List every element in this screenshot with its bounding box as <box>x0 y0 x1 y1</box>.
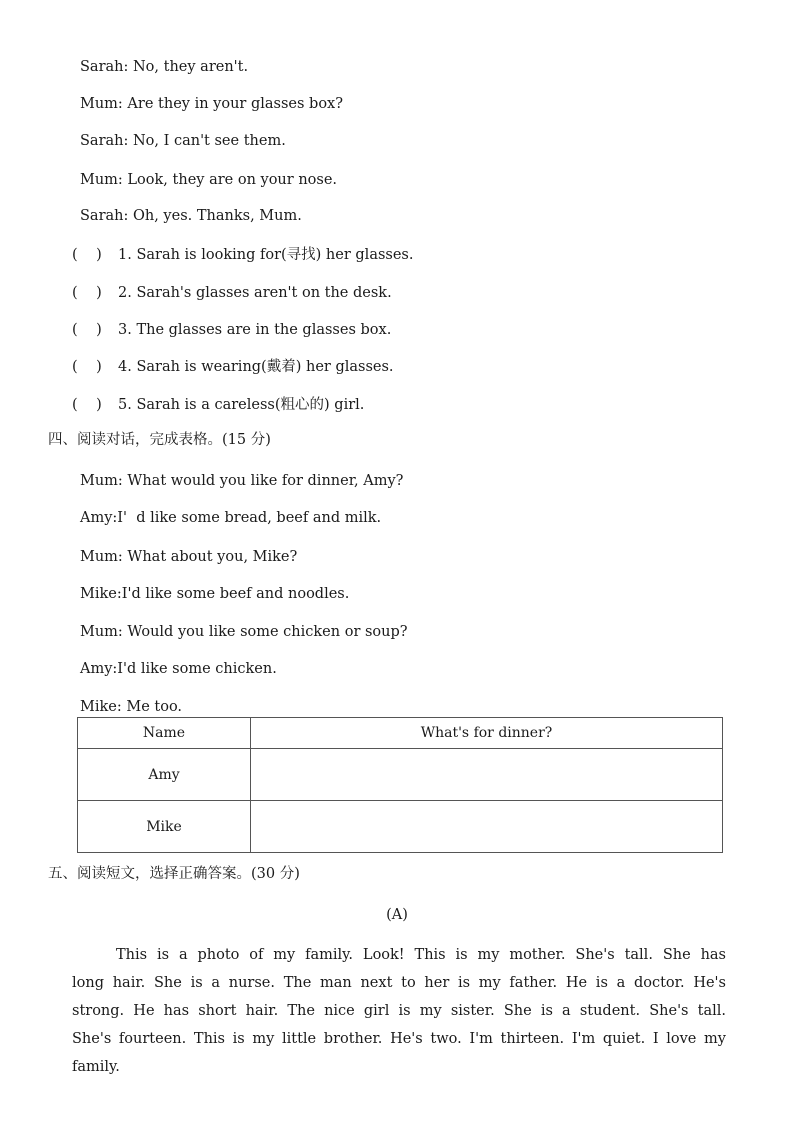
dialogue-line: Amy:I' d like some bread, beef and milk. <box>80 510 382 526</box>
question-item <box>72 320 391 340</box>
answer-blank[interactable]: ( ) <box>72 247 102 263</box>
answer-blank[interactable]: ( ) <box>72 285 102 301</box>
dialogue-line: Amy:I'd like some chicken. <box>80 661 277 677</box>
dialogue-line: Sarah: No, I can't see them. <box>80 133 286 149</box>
passage-text: This is a photo of my family. Look! This is my mother. She's tall. She has long hair. She is a nurse. The man next to her is my father. He is a doctor. He's strong. He has short hair. The nice girl is my sister. She is a student. She's tall. She's fourteen. This is my little brother. He's two. I'm thirteen. I'm quiet. I love my family. <box>72 947 726 1075</box>
section-4-title: 四、阅读对话，完成表格。(15 分) <box>48 432 271 448</box>
dialogue-line: Mum: What would you like for dinner, Amy? <box>80 473 404 489</box>
question-item <box>72 357 394 377</box>
dialogue-line: Mum: Would you like some chicken or soup? <box>80 624 408 640</box>
table-cell-name: Mike <box>78 801 251 853</box>
table-header-row <box>78 718 723 749</box>
table-row <box>78 801 723 853</box>
passage-label: (A) <box>386 907 408 923</box>
question-item <box>72 245 413 265</box>
dinner-table <box>77 717 723 853</box>
section-5-title: 五、阅读短文，选择正确答案。(30 分) <box>48 866 300 882</box>
question-text: 3. The glasses are in the glasses box. <box>118 322 392 338</box>
question-text: 1. Sarah is looking for(寻找) her glasses. <box>118 247 414 263</box>
question-text: 5. Sarah is a careless(粗心的) girl. <box>118 397 365 413</box>
table-cell-answer[interactable] <box>251 801 723 853</box>
dialogue-line: Mum: Are they in your glasses box? <box>80 96 343 112</box>
table-header-cell: What's for dinner? <box>251 718 723 749</box>
dialogue-line: Sarah: No, they aren't. <box>80 59 249 75</box>
table-cell-answer[interactable] <box>251 749 723 801</box>
question-text: 4. Sarah is wearing(戴着) her glasses. <box>118 359 394 375</box>
table-header-cell: Name <box>78 718 251 749</box>
answer-blank[interactable]: ( ) <box>72 397 102 413</box>
question-item <box>72 283 392 303</box>
dialogue-line: Mum: Look, they are on your nose. <box>80 172 338 188</box>
question-text: 2. Sarah's glasses aren't on the desk. <box>118 285 392 301</box>
dialogue-line: Sarah: Oh, yes. Thanks, Mum. <box>80 208 302 224</box>
dialogue-line: Mum: What about you, Mike? <box>80 549 298 565</box>
table-row <box>78 749 723 801</box>
dialogue-line: Mike:I'd like some beef and noodles. <box>80 586 350 602</box>
reading-passage <box>72 941 726 1081</box>
answer-blank[interactable]: ( ) <box>72 322 102 338</box>
question-item <box>72 395 364 415</box>
table-cell-name: Amy <box>78 749 251 801</box>
answer-blank[interactable]: ( ) <box>72 359 102 375</box>
dialogue-line: Mike: Me too. <box>80 699 183 715</box>
